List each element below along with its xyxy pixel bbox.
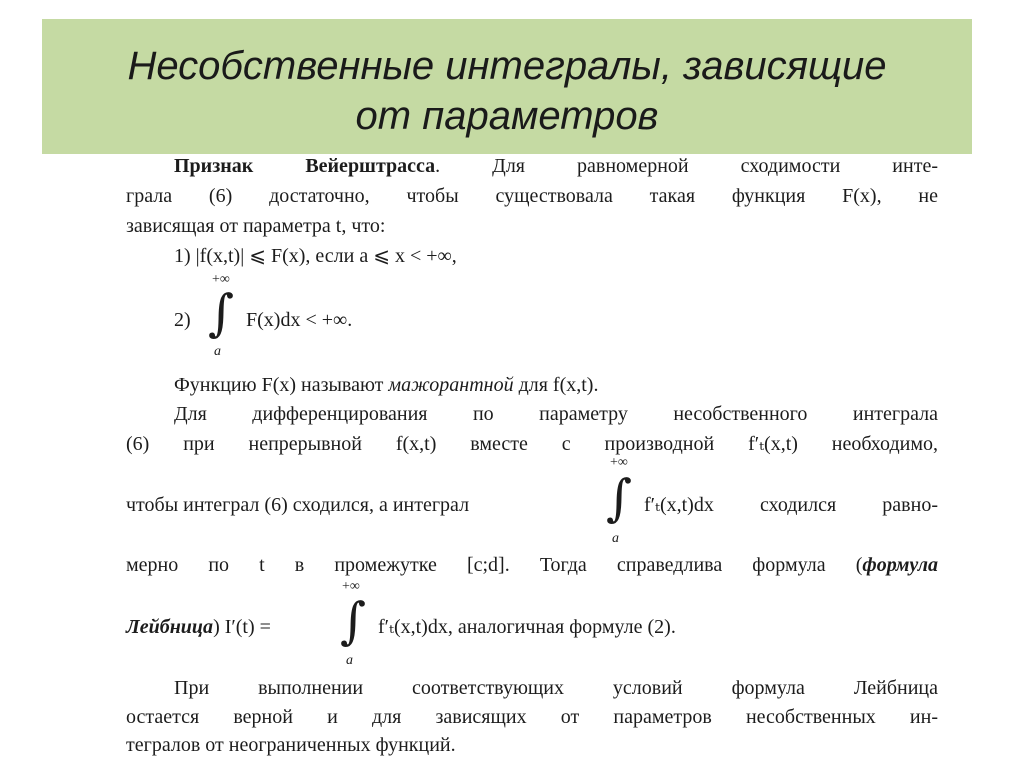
majorant-term: мажорантной	[388, 374, 514, 396]
text-fragment: для f(x,t).	[513, 374, 599, 396]
final-paragraph-line-2: остается верной и для зависящих от параметров несобственных ин-	[126, 706, 938, 728]
formula-term: формула	[862, 554, 938, 576]
integral-1-sign: ∫	[208, 284, 235, 342]
final-paragraph-line-3: тегралов от неограниченных функций.	[126, 734, 456, 756]
text-fragment: мерно по t в промежутке [c;d]. Тогда справедлива формула (	[126, 554, 863, 576]
condition-2-label: 2)	[174, 309, 191, 331]
condition-2-expression: F(x)dx < +∞.	[246, 309, 353, 331]
leibniz-formula-right: f′ₜ(x,t)dx, аналогичная формуле (2).	[378, 616, 676, 638]
majorant-definition	[174, 372, 938, 398]
integral-3-sign: ∫	[340, 592, 367, 650]
condition-1: 1) |f(x,t)| ⩽ F(x), если a ⩽ x < +∞,	[174, 245, 457, 267]
final-paragraph-line-1: При выполнении соответствующих условий формула Лейбница	[174, 677, 938, 699]
paragraph-weierstrass-line-1	[174, 153, 938, 179]
leibniz-paragraph-line-1: Для дифференцирования по параметру несобственного интеграла	[174, 403, 938, 425]
integral-1-lower-limit: a	[214, 344, 221, 359]
leibniz-paragraph-line-3b: f′ₜ(x,t)dx сходился равно-	[644, 494, 938, 516]
slide-title-line-1: Несобственные интегралы, зависящие	[127, 44, 887, 88]
paragraph-weierstrass-line-2: грала (6) достаточно, чтобы существовала такая функция F(x), не	[126, 185, 938, 207]
integral-1-upper-limit: +∞	[212, 272, 230, 287]
leibniz-formula-left	[126, 614, 346, 640]
integral-3-lower-limit: a	[346, 653, 353, 668]
leibniz-paragraph-line-3a: чтобы интеграл (6) сходился, а интеграл	[126, 494, 470, 516]
integral-3-upper-limit: +∞	[342, 579, 360, 594]
theorem-name: Признак Вейерштрасса	[174, 155, 436, 177]
text-fragment: . Для равномерной сходимости инте-	[435, 155, 938, 177]
text-fragment: Функцию F(x) называют	[174, 374, 389, 396]
text-fragment: ) I′(t) =	[213, 616, 271, 638]
slide-title-line-2: от параметров	[355, 94, 659, 138]
leibniz-paragraph-line-2: (6) при непрерывной f(x,t) вместе с производной f′ₜ(x,t) необходимо,	[126, 433, 938, 455]
integral-2-sign: ∫	[606, 469, 633, 527]
integral-2-upper-limit: +∞	[610, 455, 628, 470]
leibniz-paragraph-line-4	[126, 552, 938, 578]
paragraph-weierstrass-line-3: зависящая от параметра t, что:	[126, 215, 386, 237]
integral-2-lower-limit: a	[612, 531, 619, 546]
leibniz-term: Лейбница	[126, 616, 214, 638]
